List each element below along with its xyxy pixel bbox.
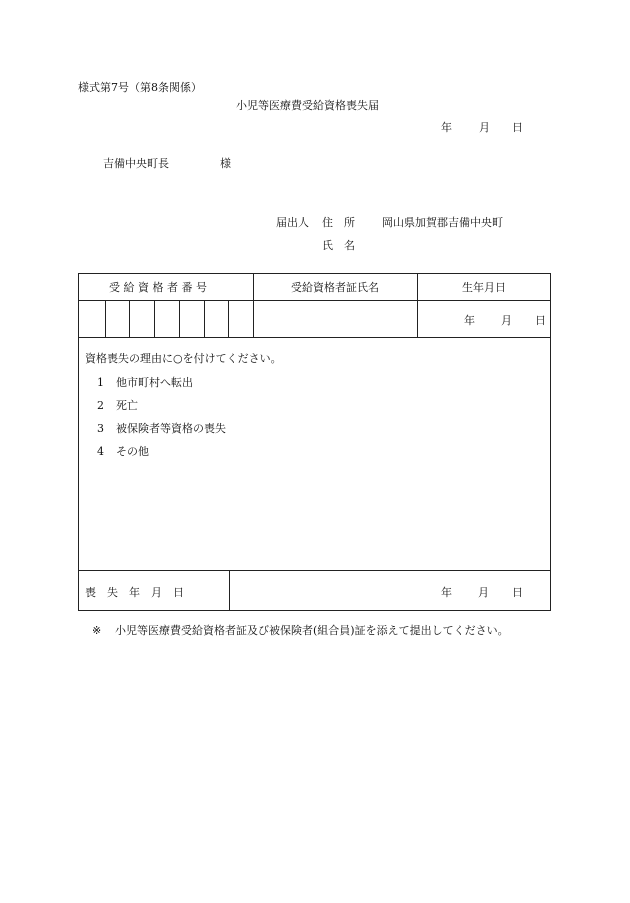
address-value: 岡山県加賀郡吉備中央町 (382, 216, 503, 229)
form-table (78, 273, 551, 611)
birth-day-unit: 日 (535, 314, 546, 327)
reason-number: 2 (97, 399, 104, 412)
table-divider (79, 337, 550, 338)
table-divider (79, 300, 550, 301)
address-label: 住 所 (322, 216, 355, 229)
reason-prompt: 資格喪失の理由に○を付けてください。 (85, 352, 282, 365)
digit-box-divider (179, 300, 180, 337)
table-divider (417, 274, 418, 337)
birth-year-unit: 年 (464, 314, 475, 327)
applicant-label: 届出人 (276, 216, 309, 229)
reason-number: 4 (97, 445, 104, 458)
header-recipient-number: 受 給 資 格 者 番 号 (109, 281, 207, 294)
digit-box-divider (154, 300, 155, 337)
digit-box-divider (129, 300, 130, 337)
form-number: 様式第7号（第8条関係） (78, 81, 202, 94)
date-month-unit: 月 (479, 121, 490, 134)
table-divider (79, 570, 550, 571)
table-divider (253, 274, 254, 337)
reason-text: 他市町村へ転出 (116, 376, 193, 389)
loss-year-unit: 年 (441, 586, 452, 599)
digit-box-divider (228, 300, 229, 337)
reason-text: 死亡 (116, 399, 138, 412)
header-birthdate: 生年月日 (462, 281, 506, 294)
name-label: 氏 名 (322, 239, 355, 252)
loss-date-label: 喪 失 年 月 日 (85, 586, 184, 599)
form-title: 小児等医療費受給資格喪失届 (236, 99, 379, 112)
reason-number: 1 (97, 376, 104, 389)
digit-box-divider (105, 300, 106, 337)
addressee-name: 吉備中央町長 (103, 157, 169, 170)
reason-number: 3 (97, 422, 104, 435)
footnote-text: 小児等医療費受給資格者証及び被保険者(組合員)証を添えて提出してください。 (115, 624, 509, 637)
birth-month-unit: 月 (501, 314, 512, 327)
addressee-honorific: 様 (220, 157, 231, 170)
table-divider (229, 570, 230, 611)
loss-day-unit: 日 (512, 586, 523, 599)
header-certificate-name: 受給資格者証氏名 (291, 281, 379, 294)
reason-text: 被保険者等資格の喪失 (116, 422, 226, 435)
footnote-mark: ※ (92, 624, 102, 637)
date-year-unit: 年 (441, 121, 452, 134)
date-day-unit: 日 (512, 121, 523, 134)
loss-month-unit: 月 (478, 586, 489, 599)
digit-box-divider (204, 300, 205, 337)
reason-text: その他 (116, 445, 149, 458)
